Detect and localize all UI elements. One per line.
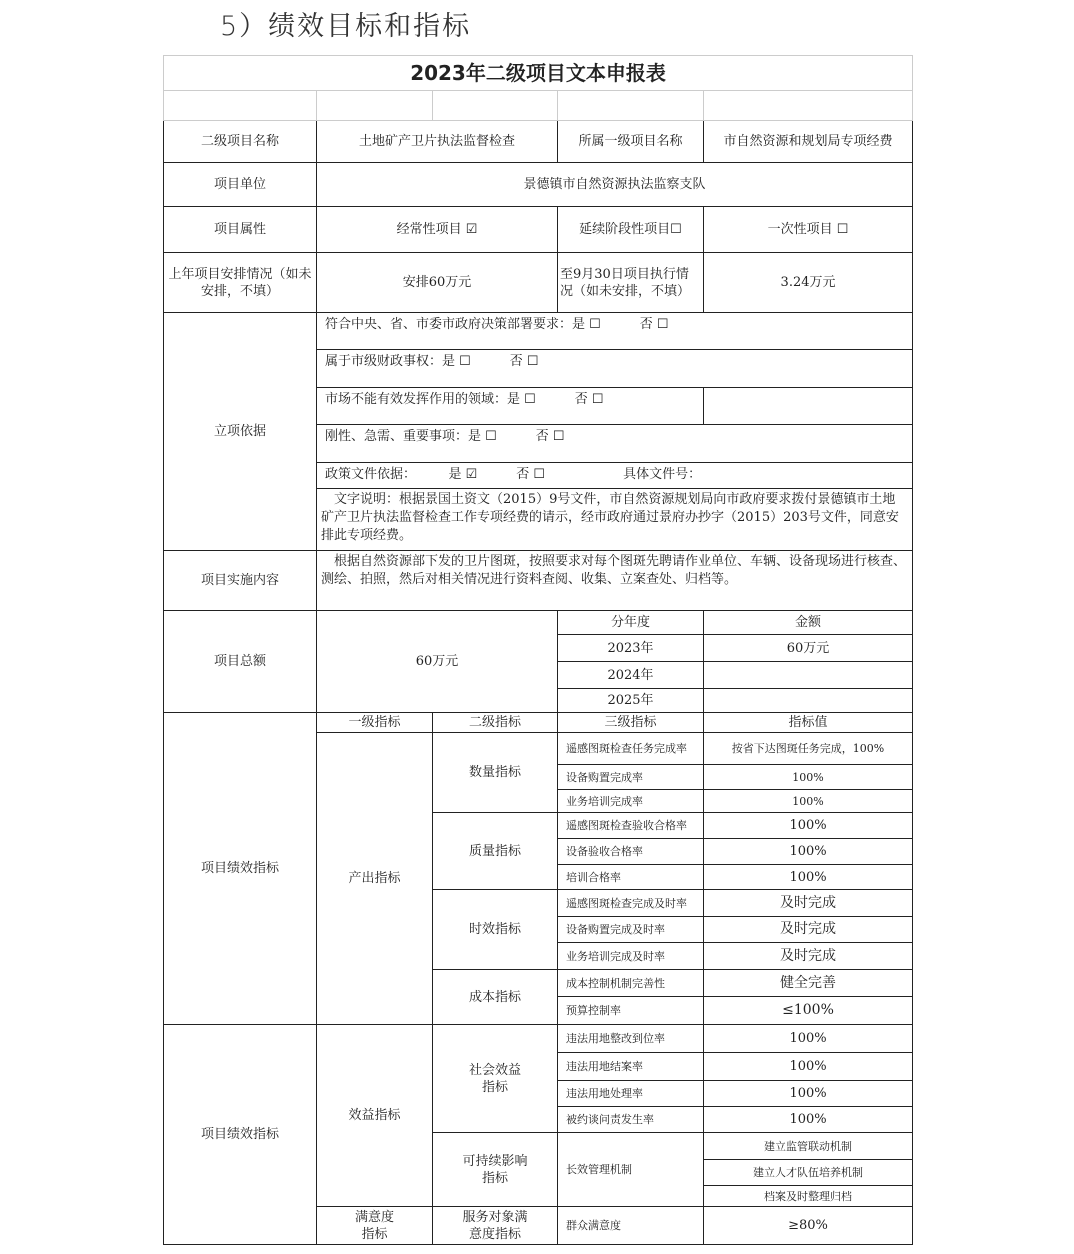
indicator-value: 按省下达图斑任务完成，100%: [704, 733, 913, 765]
indicator-name: 成本控制机制完善性: [558, 970, 704, 997]
amount: [704, 689, 913, 713]
indicator-value: 100%: [704, 865, 913, 890]
social-indicator: 社会效益指标: [433, 1025, 558, 1133]
indicator-name: 设备验收合格率: [558, 839, 704, 865]
last-year-value: 安排60万元: [317, 253, 558, 313]
service-satisfaction-indicator: 服务对象满意度指标: [433, 1207, 558, 1245]
indicator-value: 健全完善: [704, 970, 913, 997]
indicator-value: ≥80%: [704, 1207, 913, 1245]
quality-indicator: 质量指标: [433, 813, 558, 890]
indicator-name: 遥感图斑检查任务完成率: [558, 733, 704, 765]
perf-label: 项目绩效指标: [164, 713, 317, 1025]
basis-item: 刚性、急需、重要事项：是 ☐ 否 ☐: [317, 425, 913, 463]
basis-item: 符合中央、省、市委市政府决策部署要求：是 ☐ 否 ☐: [317, 313, 913, 350]
indicator-name: 被约谈问责发生率: [558, 1107, 704, 1133]
indicator-name: 群众满意度: [558, 1207, 704, 1245]
basis-description: 文字说明：根据景国土资文（2015）9号文件，市自然资源规划局向市政府要求拨付景德镇市土地矿产卫片执法监督检查工作专项经费的请示，经市政府通过景府办抄字（2015）203号文件，同意安排此专项经费。: [317, 489, 913, 551]
attr-label: 项目属性: [164, 207, 317, 253]
time-indicator: 时效指标: [433, 890, 558, 970]
indicator-value: 建立人才队伍培养机制: [704, 1160, 913, 1186]
blank-cell: [558, 91, 704, 121]
unit-value: 景德镇市自然资源执法监察支队: [317, 163, 913, 207]
col-header: 二级指标: [433, 713, 558, 733]
attr-continuing-checkbox[interactable]: 延续阶段性项目☐: [558, 207, 704, 253]
indicator-value: 100%: [704, 813, 913, 839]
indicator-name: 预算控制率: [558, 997, 704, 1025]
amount: 60万元: [704, 635, 913, 662]
col-header: 指标值: [704, 713, 913, 733]
basis-item: 属于市级财政事权：是 ☐ 否 ☐: [317, 350, 913, 388]
quantity-indicator: 数量指标: [433, 733, 558, 813]
output-indicator: 产出指标: [317, 733, 433, 1025]
total-label: 项目总额: [164, 611, 317, 713]
attr-onetime-checkbox[interactable]: 一次性项目 ☐: [704, 207, 913, 253]
amount-header: 金额: [704, 611, 913, 635]
perf-label: 项目绩效指标: [164, 1025, 317, 1245]
indicator-name: 遥感图斑检查完成及时率: [558, 890, 704, 917]
indicator-value: 100%: [704, 1053, 913, 1081]
indicator-value: 及时完成: [704, 917, 913, 943]
indicator-value: 档案及时整理归档: [704, 1186, 913, 1207]
sustain-indicator: 可持续影响指标: [433, 1133, 558, 1207]
content-text: 根据自然资源部下发的卫片图斑，按照要求对每个图斑先聘请作业单位、车辆、设备现场进行核查、测绘、拍照，然后对相关情况进行资料查阅、收集、立案查处、归档等。: [317, 551, 913, 611]
benefit-indicator: 效益指标: [317, 1025, 433, 1207]
indicator-name: 业务培训完成率: [558, 790, 704, 813]
attr-regular-checkbox[interactable]: 经常性项目 ☑: [317, 207, 558, 253]
indicator-value: 100%: [704, 1081, 913, 1107]
indicator-name: 业务培训完成及时率: [558, 943, 704, 970]
form-title: 2023年二级项目文本申报表: [164, 56, 913, 91]
indicator-name: 遥感图斑检查验收合格率: [558, 813, 704, 839]
indicator-name: 违法用地整改到位率: [558, 1025, 704, 1053]
blank-cell: [704, 388, 913, 425]
total-value: 60万元: [317, 611, 558, 713]
indicator-value: 100%: [704, 790, 913, 813]
execution-value: 3.24万元: [704, 253, 913, 313]
blank-cell: [164, 91, 317, 121]
basis-item: 市场不能有效发挥作用的领域：是 ☐ 否 ☐: [317, 388, 704, 425]
indicator-value: ≤100%: [704, 997, 913, 1025]
blank-cell: [433, 91, 558, 121]
indicator-name: 培训合格率: [558, 865, 704, 890]
year: 2023年: [558, 635, 704, 662]
indicator-value: 100%: [704, 765, 913, 790]
last-year-label: 上年项目安排情况（如未安排，不填）: [164, 253, 317, 313]
content-label: 项目实施内容: [164, 551, 317, 611]
cost-indicator: 成本指标: [433, 970, 558, 1025]
year: 2025年: [558, 689, 704, 713]
parent-name: 市自然资源和规划局专项经费: [704, 121, 913, 163]
blank-cell: [317, 91, 433, 121]
section-heading: 5）绩效目标和指标: [220, 11, 472, 42]
indicator-value: 及时完成: [704, 943, 913, 970]
blank-cell: [704, 91, 913, 121]
indicator-value: 100%: [704, 1107, 913, 1133]
year: 2024年: [558, 662, 704, 689]
application-form-table: [163, 55, 913, 1245]
name-label: 二级项目名称: [164, 121, 317, 163]
indicator-name: 违法用地结案率: [558, 1053, 704, 1081]
indicator-value: 建立监管联动机制: [704, 1133, 913, 1160]
col-header: 一级指标: [317, 713, 433, 733]
project-name: 土地矿产卫片执法监督检查: [317, 121, 558, 163]
indicator-name: 长效管理机制: [558, 1133, 704, 1207]
execution-label: 至9月30日项目执行情况（如未安排，不填）: [558, 253, 704, 313]
indicator-name: 设备购置完成率: [558, 765, 704, 790]
satisfaction-indicator: 满意度指标: [317, 1207, 433, 1245]
col-header: 三级指标: [558, 713, 704, 733]
indicator-name: 违法用地处理率: [558, 1081, 704, 1107]
indicator-value: 100%: [704, 839, 913, 865]
year-header: 分年度: [558, 611, 704, 635]
indicator-name: 设备购置完成及时率: [558, 917, 704, 943]
unit-label: 项目单位: [164, 163, 317, 207]
basis-label: 立项依据: [164, 313, 317, 551]
parent-label: 所属一级项目名称: [558, 121, 704, 163]
basis-item: 政策文件依据： 是 ☑ 否 ☐ 具体文件号：: [317, 463, 913, 489]
indicator-value: 100%: [704, 1025, 913, 1053]
indicator-value: 及时完成: [704, 890, 913, 917]
amount: [704, 662, 913, 689]
